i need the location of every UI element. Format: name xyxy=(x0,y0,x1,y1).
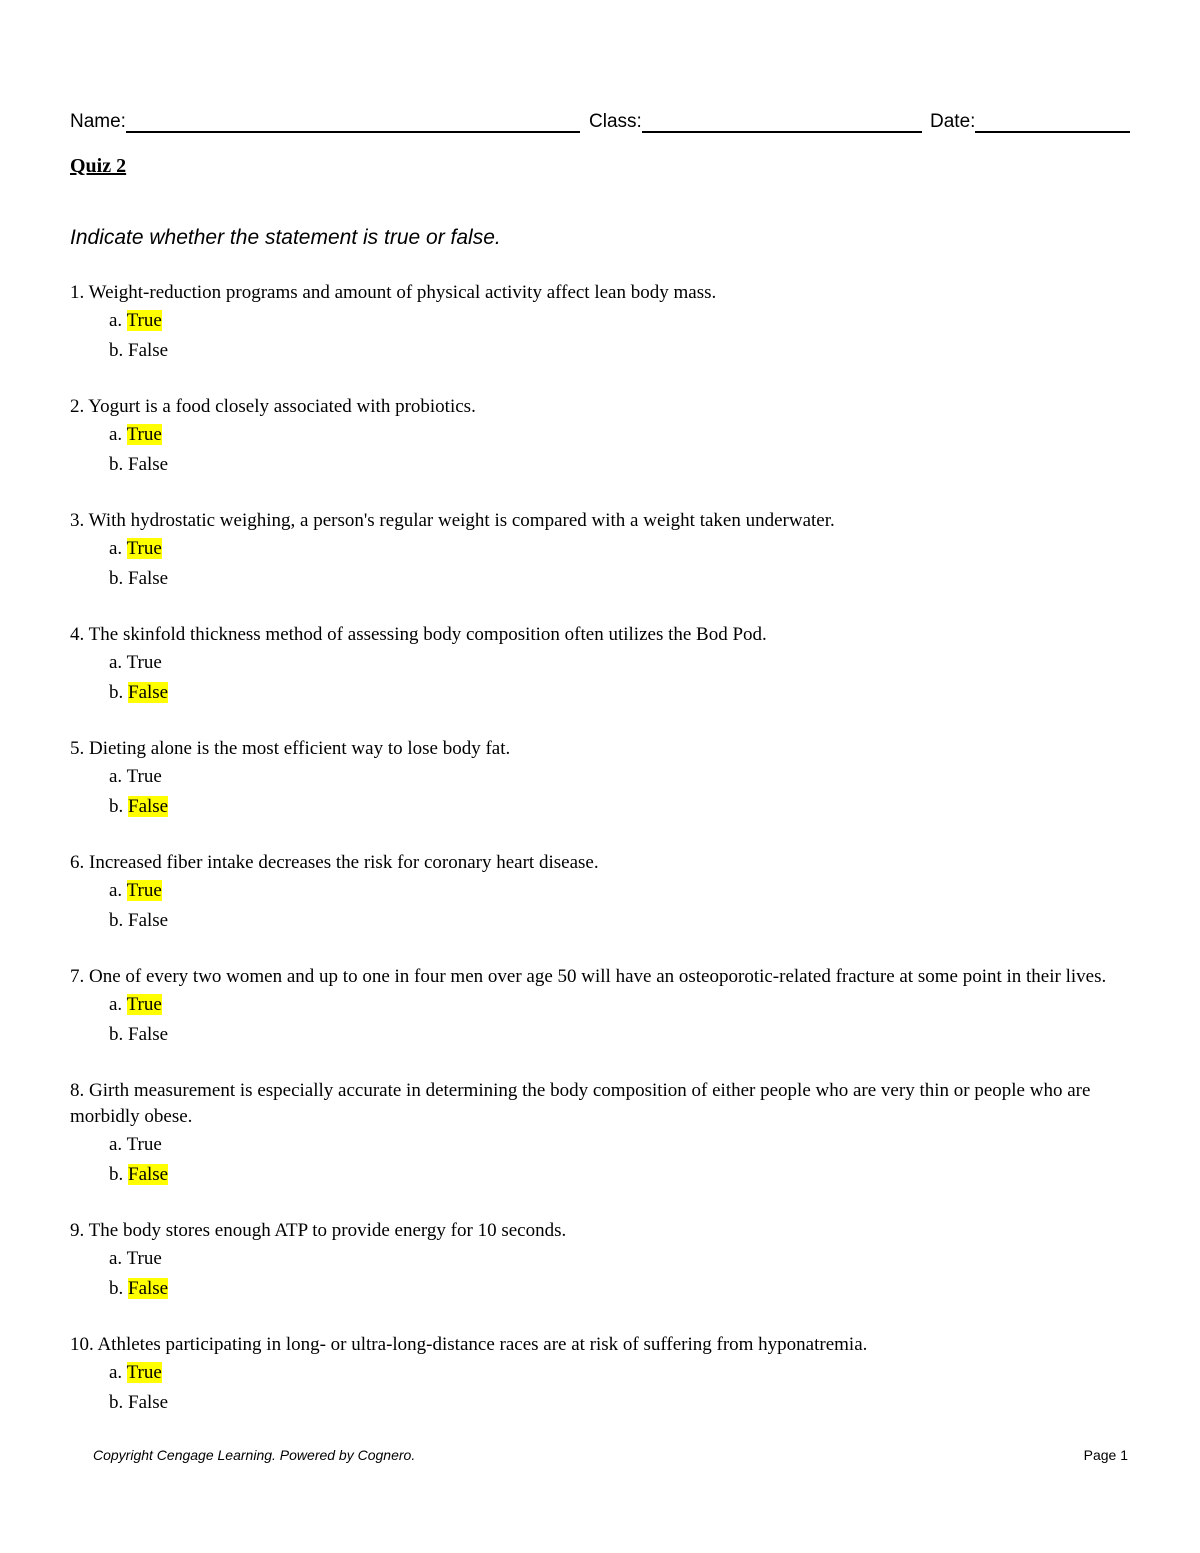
question-item xyxy=(70,1332,1130,1418)
answer-option[interactable] xyxy=(70,1388,1130,1418)
question-item xyxy=(70,850,1130,936)
answer-option[interactable] xyxy=(70,1130,1130,1160)
question-item xyxy=(70,736,1130,822)
option-label-correct: True xyxy=(126,1362,162,1383)
question-list xyxy=(70,280,1130,1446)
option-label: False xyxy=(128,1024,169,1045)
name-field xyxy=(70,111,580,137)
question-text: 8. Girth measurement is especially accurate in determining the body composition of either people who are very thin or people who are morbidly obese. xyxy=(70,1080,1091,1127)
quiz-title: Quiz 2 xyxy=(70,155,127,177)
question-item xyxy=(70,964,1130,1050)
question-text: 5. Dieting alone is the most efficient way to lose body fat. xyxy=(70,738,511,759)
question-item xyxy=(70,1218,1130,1304)
option-letter: b. xyxy=(109,568,124,589)
option-label: True xyxy=(126,1134,162,1155)
option-letter: b. xyxy=(109,454,124,475)
page-number: Page 1 xyxy=(1083,1447,1128,1463)
copyright-text: Copyright Cengage Learning. Powered by Cognero. xyxy=(93,1447,416,1463)
answer-option[interactable] xyxy=(70,450,1130,480)
date-field xyxy=(930,111,1130,137)
answer-option[interactable] xyxy=(70,336,1130,366)
option-label: False xyxy=(128,910,169,931)
option-letter: b. xyxy=(109,1024,124,1045)
question-text: 10. Athletes participating in long- or ultra-long-distance races are at risk of suffering from hyponatremia. xyxy=(70,1334,868,1355)
option-label: True xyxy=(126,1248,162,1269)
answer-option[interactable] xyxy=(70,906,1130,936)
answer-option[interactable] xyxy=(70,1020,1130,1050)
option-letter: a. xyxy=(109,1362,123,1383)
instructions: Indicate whether the statement is true or false. xyxy=(70,226,501,249)
option-label: False xyxy=(128,1392,169,1413)
option-label: False xyxy=(128,454,169,475)
option-letter: b. xyxy=(109,1278,124,1299)
answer-option[interactable] xyxy=(70,876,1130,906)
class-blank-line xyxy=(642,111,922,133)
option-label: False xyxy=(128,340,169,361)
question-item xyxy=(70,508,1130,594)
answer-option[interactable] xyxy=(70,792,1130,822)
answer-option[interactable] xyxy=(70,564,1130,594)
name-blank-line xyxy=(126,111,580,133)
question-item xyxy=(70,622,1130,708)
question-text: 1. Weight-reduction programs and amount of physical activity affect lean body mass. xyxy=(70,282,717,303)
answer-option[interactable] xyxy=(70,762,1130,792)
option-letter: a. xyxy=(109,424,123,445)
answer-option[interactable] xyxy=(70,1274,1130,1304)
option-letter: a. xyxy=(109,652,123,673)
option-label-correct: False xyxy=(128,1164,169,1185)
name-label: Name: xyxy=(70,111,126,132)
option-label-correct: False xyxy=(128,796,169,817)
answer-option[interactable] xyxy=(70,306,1130,336)
answer-option[interactable] xyxy=(70,678,1130,708)
question-item xyxy=(70,280,1130,366)
date-label: Date: xyxy=(930,111,976,132)
question-item xyxy=(70,1078,1130,1190)
answer-option[interactable] xyxy=(70,990,1130,1020)
option-label: False xyxy=(128,568,169,589)
option-letter: b. xyxy=(109,796,124,817)
option-label-correct: True xyxy=(126,310,162,331)
option-letter: a. xyxy=(109,1248,123,1269)
option-letter: b. xyxy=(109,1392,124,1413)
option-label: True xyxy=(126,766,162,787)
option-letter: a. xyxy=(109,766,123,787)
question-text: 3. With hydrostatic weighing, a person's regular weight is compared with a weight taken underwater. xyxy=(70,510,835,531)
option-letter: a. xyxy=(109,880,123,901)
question-text: 2. Yogurt is a food closely associated with probiotics. xyxy=(70,396,476,417)
option-letter: a. xyxy=(109,994,123,1015)
answer-option[interactable] xyxy=(70,648,1130,678)
answer-option[interactable] xyxy=(70,1358,1130,1388)
question-text: 9. The body stores enough ATP to provide energy for 10 seconds. xyxy=(70,1220,567,1241)
question-text: 7. One of every two women and up to one in four men over age 50 will have an osteoporotic-related fracture at some point in their lives. xyxy=(70,966,1107,987)
option-letter: b. xyxy=(109,682,124,703)
option-letter: b. xyxy=(109,340,124,361)
answer-option[interactable] xyxy=(70,534,1130,564)
class-label: Class: xyxy=(589,111,642,132)
option-label-correct: True xyxy=(126,538,162,559)
option-label-correct: False xyxy=(128,1278,169,1299)
option-label-correct: True xyxy=(126,994,162,1015)
answer-option[interactable] xyxy=(70,1244,1130,1274)
answer-option[interactable] xyxy=(70,420,1130,450)
option-letter: b. xyxy=(109,910,124,931)
option-label-correct: True xyxy=(126,880,162,901)
option-letter: a. xyxy=(109,310,123,331)
date-blank-line xyxy=(975,111,1130,133)
question-item xyxy=(70,394,1130,480)
answer-option[interactable] xyxy=(70,1160,1130,1190)
class-field xyxy=(589,111,922,137)
question-text: 4. The skinfold thickness method of assessing body composition often utilizes the Bod Pod. xyxy=(70,624,767,645)
option-label-correct: True xyxy=(126,424,162,445)
option-label: True xyxy=(126,652,162,673)
option-letter: a. xyxy=(109,538,123,559)
option-letter: a. xyxy=(109,1134,123,1155)
option-label-correct: False xyxy=(128,682,169,703)
option-letter: b. xyxy=(109,1164,124,1185)
question-text: 6. Increased fiber intake decreases the risk for coronary heart disease. xyxy=(70,852,599,873)
